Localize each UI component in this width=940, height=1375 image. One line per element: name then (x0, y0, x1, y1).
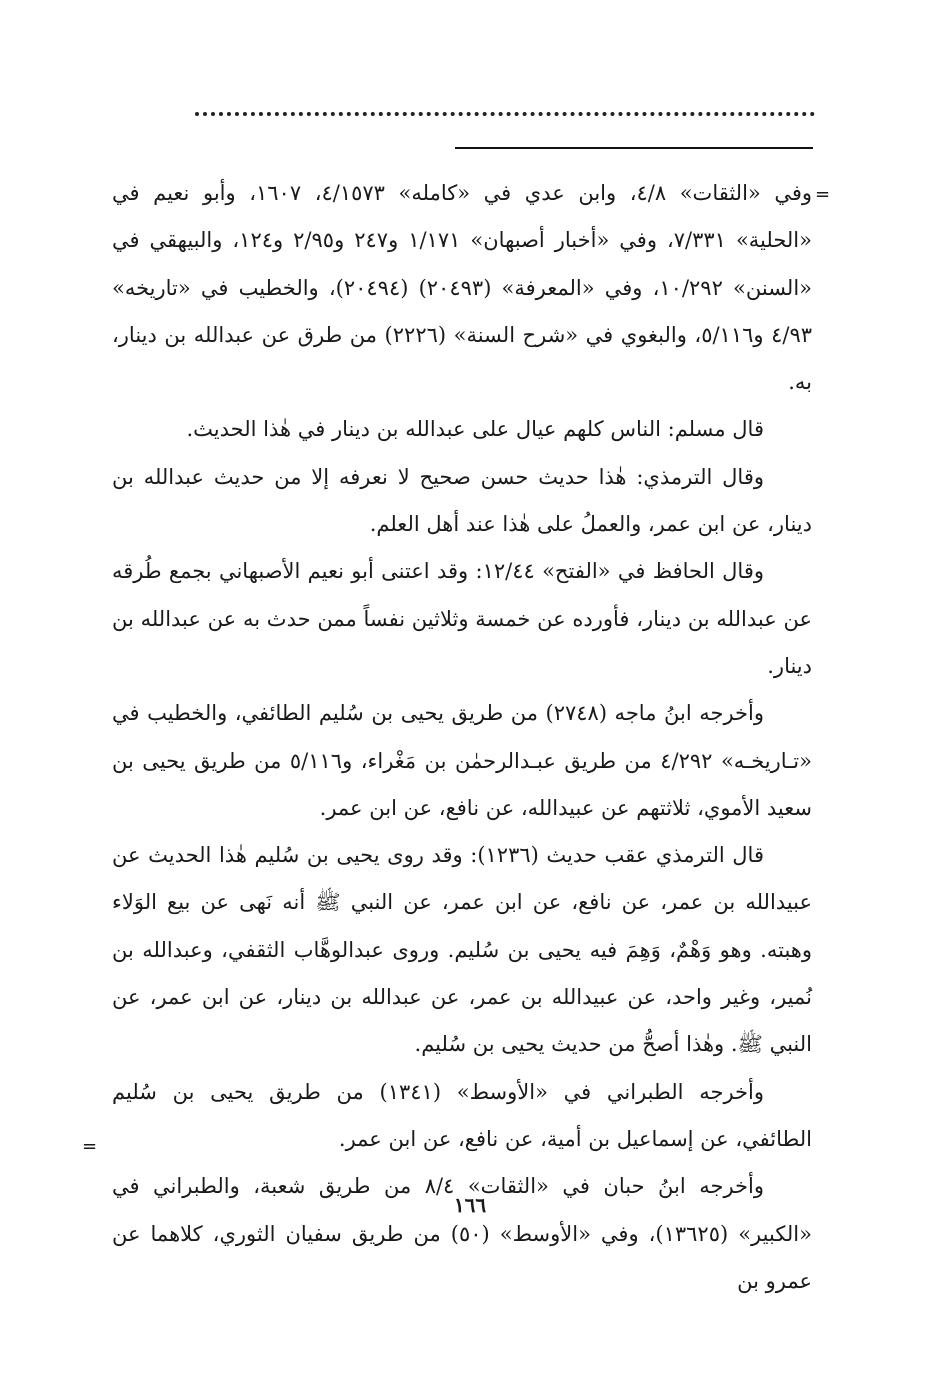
footnote-text (112, 170, 812, 1305)
end-continuation-mark: = (82, 1136, 98, 1157)
paragraph-7: وأخرجه الطبراني في «الأوسط» (١٣٤١) من طريق يحيى بن سُليم الطائفي، عن إسماعيل بن أمية، عن نافع، عن ابن عمر. (112, 1079, 812, 1151)
paragraph-5: وأخرجه ابنُ ماجه (٢٧٤٨) من طريق يحيى بن سُليم الطائفي، والخطيب في «تـاريخـه» ٤/٢٩٢ من طريق عبـدالرحمٰن بن مَغْراء، و٥/١١٦ من طريق يحيى بن سعيد الأموي، ثلاثتهم عن عبيدالله، عن نافع، عن ابن عمر. (112, 701, 812, 820)
page-number: ١٦٦ (453, 1193, 487, 1217)
dotted-separator (195, 112, 815, 122)
continuation-mark: = (815, 184, 831, 205)
paragraph-4: وقال الحافظ في «الفتح» ١٢/٤٤: وقد اعتنى أبو نعيم الأصبهاني بجمع طُرقه عن عبدالله بن دينار، فأورده عن خمسة وثلاثين نفساً ممن حدث به عن عبدالله بن دينار. (112, 559, 812, 678)
paragraph-2: قال مسلم: الناس كلهم عيال على عبدالله بن دينار في هٰذا الحديث. (186, 417, 764, 442)
paragraph-8: وأخرجه ابنُ حبان في «الثقات» ٨/٤ من طريق شعبة، والطبراني في «الكبير» (١٣٦٢٥)، وفي «الأوسط» (٥٠) من طريق سفيان الثوري، كلاهما عن عمرو بن (112, 1174, 812, 1293)
paragraph-6: قال الترمذي عقب حديث (١٢٣٦): وقد روى يحيى بن سُليم هٰذا الحديث عن عبيدالله بن عمر، عن نافع، عن ابن عمر، عن النبي ﷺ أنه نَهى عن بيع الوَلاء وهبته. وهو وَهْمٌ، وَهِمَ فيه يحيى بن سُليم. وروى عبدالوهَّاب الثقفي، وعبدالله بن نُمير، وغير واحد، عن عبيدالله بن عمر، عن عبدالله بن دينار، عن ابن عمر، عن النبي ﷺ. وهٰذا أصحُّ من حديث يحيى بن سُليم. (112, 843, 813, 1057)
footnote-rule (455, 147, 813, 149)
paragraph-3: وقال الترمذي: هٰذا حديث حسن صحيح لا نعرفه إلا من حديث عبدالله بن دينار، عن ابن عمر، والعملُ على هٰذا عند أهل العلم. (112, 464, 812, 537)
paragraph-1: وفي «الثقات» ٤/٨، وابن عدي في «كامله» ٤/١٥٧٣، ١٦٠٧، وأبو نعيم في «الحلية» ٧/٣٣١، وفي «أخبار أصبهان» ١/١٧١ و٢٤٧ و٢/٩٥ و١٢٤، والبيهقي في «السنن» ١٠/٢٩٢، وفي «المعرفة» (٢٠٤٩٣) (٢٠٤٩٤)، والخطيب في «تاريخه» ٤/٩٣ و٥/١١٦، والبغوي في «شرح السنة» (٢٢٢٦) من طرق عن عبدالله بن دينار، به. (112, 181, 813, 395)
